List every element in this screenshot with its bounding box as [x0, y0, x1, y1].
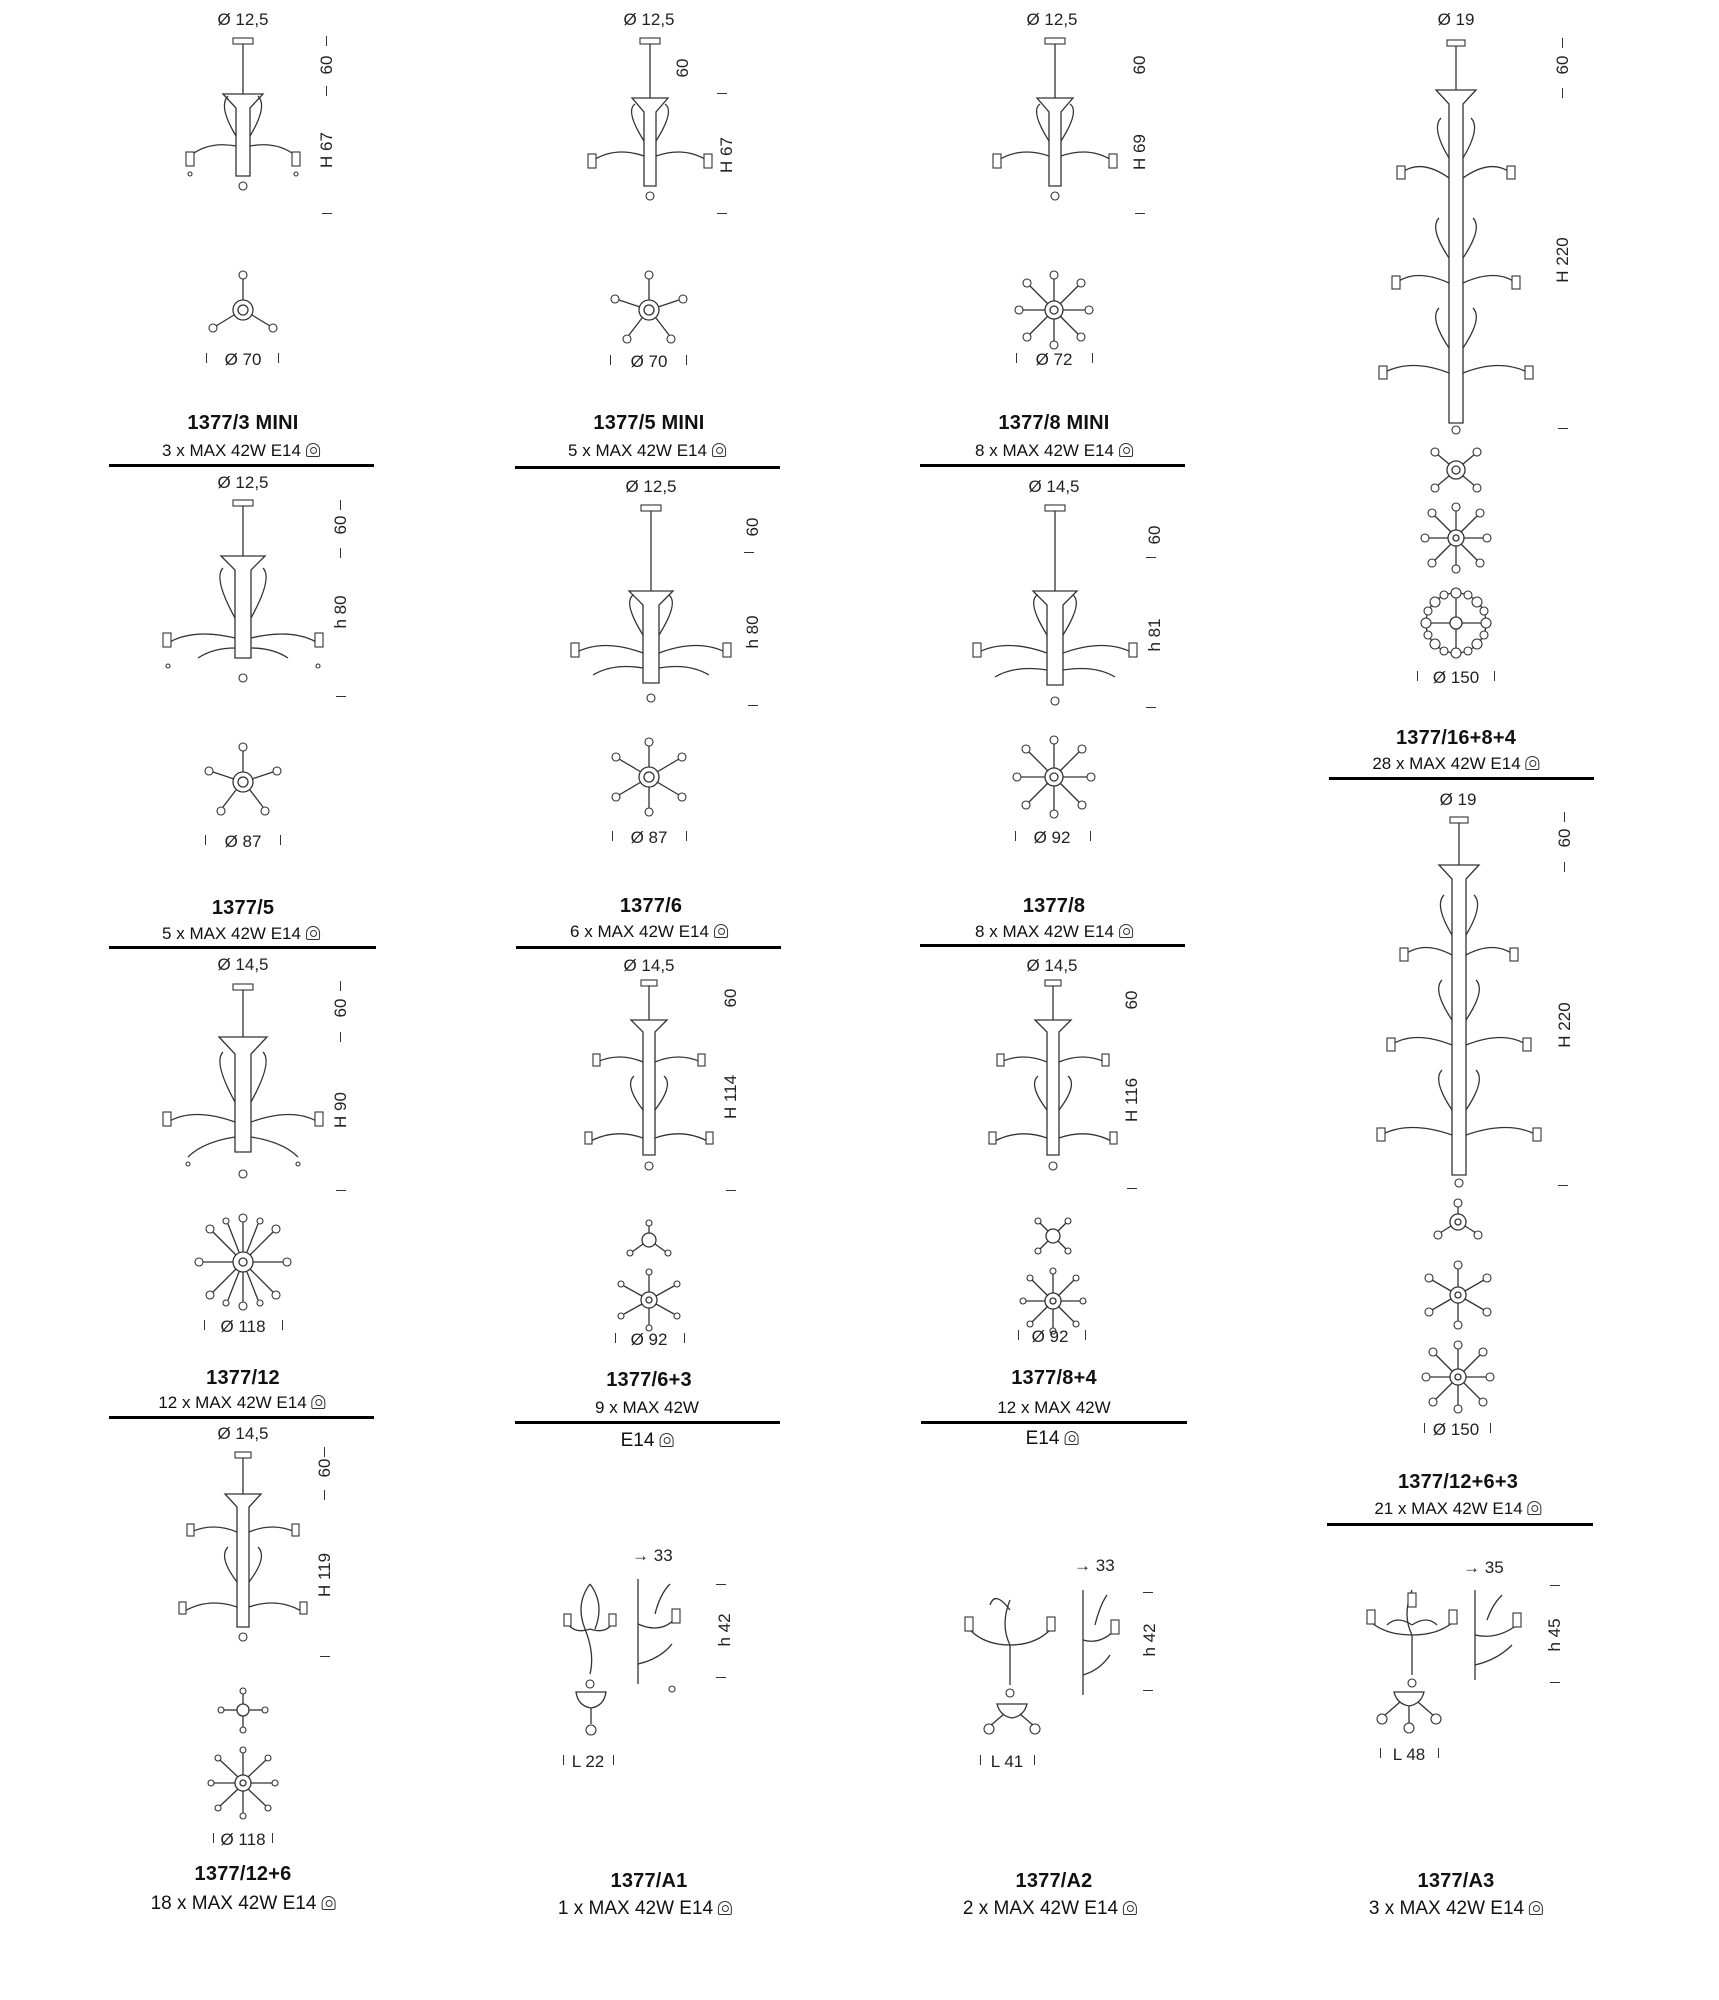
height-label: h 42 — [715, 1613, 734, 1647]
bulb-icon — [1528, 1501, 1542, 1515]
length-label: L 41 — [990, 1752, 1024, 1771]
rod-length: 60 — [315, 1458, 334, 1478]
height-label: H 116 — [1122, 1077, 1141, 1123]
top-diameter: Ø 14,5 — [217, 1424, 269, 1443]
rod-length: 60 — [673, 58, 692, 78]
bulb-icon — [321, 1896, 335, 1910]
top-diameter: Ø 12,5 — [217, 473, 269, 492]
chandelier-plan-drawing — [208, 1688, 278, 1838]
product-spec: 2 x MAX 42W E14 — [963, 1898, 1137, 1920]
plan-diameter: Ø 92 — [630, 1330, 668, 1349]
product-code: 1377/8 — [1022, 895, 1086, 917]
divider — [921, 1421, 1187, 1424]
plan-diameter: Ø 150 — [1432, 1420, 1480, 1439]
arrow-right-icon: → — [1074, 1556, 1096, 1575]
height-label: H 114 — [721, 1074, 740, 1120]
projection-dimension: → 35 — [1463, 1558, 1504, 1577]
product-spec: 3 x MAX 42W E14 — [1369, 1898, 1543, 1920]
chandelier-plan-drawing — [203, 742, 283, 822]
product-spec: 18 x MAX 42W E14 — [151, 1893, 336, 1915]
rod-length: 60 — [317, 55, 336, 75]
plan-diameter: Ø 92 — [1033, 828, 1071, 847]
plan-diameter: Ø 70 — [630, 352, 668, 371]
chandelier-plan-drawing — [1012, 735, 1096, 819]
chandelier-plan-drawing — [193, 1212, 293, 1312]
chandelier-elevation-drawing — [1369, 815, 1549, 1195]
top-diameter: Ø 14,5 — [1028, 477, 1080, 496]
chandelier-elevation-drawing — [153, 982, 333, 1192]
bulb-icon — [1526, 756, 1540, 770]
height-label: H 220 — [1553, 237, 1572, 283]
chandelier-elevation-drawing — [985, 36, 1125, 216]
product-spec-socket: E14 — [1026, 1428, 1079, 1450]
chandelier-plan-drawing — [609, 737, 689, 817]
wall-lamp-plan-drawing — [982, 1700, 1042, 1750]
arrow-right-icon: → — [1463, 1558, 1485, 1577]
plan-diameter: Ø 70 — [224, 350, 262, 369]
bulb-icon — [1123, 1901, 1137, 1915]
arrow-right-icon: → — [632, 1546, 654, 1565]
rod-length: 60 — [331, 515, 350, 535]
bulb-icon — [1064, 1431, 1078, 1445]
plan-diameter: Ø 150 — [1432, 668, 1480, 687]
chandelier-plan-drawing — [1418, 1200, 1498, 1430]
top-diameter: Ø 14,5 — [623, 956, 675, 975]
product-code: 1377/5 — [211, 897, 275, 919]
bulb-icon — [718, 1901, 732, 1915]
height-label: h 42 — [1140, 1623, 1159, 1657]
chandelier-elevation-drawing — [178, 36, 308, 216]
length-label: L 22 — [571, 1752, 605, 1771]
projection-dimension: → 33 — [1074, 1556, 1115, 1575]
height-label: h 45 — [1545, 1618, 1564, 1652]
product-spec: 21 x MAX 42W E14 — [1374, 1499, 1541, 1519]
height-label: h 81 — [1145, 618, 1164, 652]
chandelier-elevation-drawing — [965, 503, 1145, 713]
plan-diameter: Ø 118 — [220, 1317, 266, 1336]
rod-length: 60 — [743, 517, 762, 537]
product-code: 1377/A1 — [610, 1870, 688, 1892]
bulb-icon — [1119, 443, 1133, 457]
rod-length: 60 — [1555, 828, 1574, 848]
product-code: 1377/16+8+4 — [1395, 727, 1517, 749]
product-code: 1377/12+6+3 — [1397, 1471, 1519, 1493]
product-spec: 1 x MAX 42W E14 — [558, 1898, 732, 1920]
product-spec: 28 x MAX 42W E14 — [1372, 754, 1539, 774]
chandelier-elevation-drawing — [563, 503, 743, 713]
chandelier-elevation-drawing — [153, 498, 333, 698]
product-spec: 12 x MAX 42W E14 — [158, 1393, 325, 1413]
height-label: H 67 — [317, 132, 336, 168]
chandelier-plan-drawing — [609, 270, 689, 350]
divider — [109, 464, 374, 467]
top-diameter: Ø 19 — [1437, 10, 1475, 29]
top-diameter: Ø 19 — [1439, 790, 1477, 809]
bulb-icon — [306, 926, 320, 940]
product-spec-socket: E14 — [621, 1430, 674, 1452]
product-spec: 5 x MAX 42W E14 — [162, 924, 320, 944]
top-diameter: Ø 12,5 — [623, 10, 675, 29]
product-code: 1377/6 — [619, 895, 683, 917]
product-code: 1377/3 MINI — [187, 412, 299, 434]
height-label: H 90 — [331, 1092, 350, 1128]
wall-lamp-plan-drawing — [1374, 1688, 1444, 1748]
bulb-icon — [1529, 1901, 1543, 1915]
divider — [920, 944, 1185, 947]
product-code: 1377/5 MINI — [593, 412, 705, 434]
product-spec: 5 x MAX 42W E14 — [568, 441, 726, 461]
wall-lamp-front-and-side-drawing — [1357, 1585, 1537, 1695]
bulb-icon — [714, 924, 728, 938]
product-spec: 3 x MAX 42W E14 — [162, 441, 320, 461]
top-diameter: Ø 14,5 — [1026, 956, 1078, 975]
divider — [920, 464, 1185, 467]
plan-diameter: Ø 87 — [224, 832, 262, 851]
product-code: 1377/8 MINI — [998, 412, 1110, 434]
divider — [1327, 1523, 1593, 1526]
divider — [1329, 777, 1594, 780]
product-code: 1377/12 — [206, 1367, 280, 1389]
rod-length: 60 — [331, 998, 350, 1018]
plan-diameter: Ø 92 — [1031, 1327, 1069, 1346]
chandelier-elevation-drawing — [983, 980, 1123, 1180]
top-diameter: Ø 12,5 — [217, 10, 269, 29]
product-code: 1377/A3 — [1417, 1870, 1495, 1892]
chandelier-elevation-drawing — [1371, 38, 1541, 438]
rod-length: 60 — [721, 988, 740, 1008]
height-label: h 80 — [331, 595, 350, 629]
chandelier-plan-drawing — [1014, 270, 1094, 350]
length-label: L 48 — [1392, 1745, 1426, 1764]
plan-diameter: Ø 118 — [220, 1830, 266, 1849]
divider — [515, 466, 780, 469]
projection-dimension: → 33 — [632, 1546, 673, 1565]
top-diameter: Ø 12,5 — [1026, 10, 1078, 29]
rod-length: 60 — [1145, 525, 1164, 545]
wall-lamp-plan-drawing — [566, 1688, 616, 1748]
divider — [515, 1421, 780, 1424]
product-spec: 8 x MAX 42W E14 — [975, 441, 1133, 461]
chandelier-plan-drawing — [203, 270, 283, 350]
product-code: 1377/A2 — [1015, 1870, 1093, 1892]
wall-lamp-front-and-side-drawing — [955, 1585, 1125, 1705]
rod-length: 60 — [1122, 990, 1141, 1010]
product-code: 1377/6+3 — [606, 1369, 692, 1391]
height-label: H 67 — [717, 137, 736, 173]
height-label: H 119 — [315, 1552, 334, 1598]
chandelier-plan-drawing — [1421, 448, 1491, 688]
plan-diameter: Ø 87 — [630, 828, 668, 847]
product-spec: 12 x MAX 42W — [997, 1398, 1111, 1417]
bulb-icon — [306, 443, 320, 457]
bulb-icon — [1119, 924, 1133, 938]
bulb-icon — [712, 443, 726, 457]
height-label: H 220 — [1555, 1002, 1574, 1048]
bulb-icon — [312, 1395, 326, 1409]
product-spec: 8 x MAX 42W E14 — [975, 922, 1133, 942]
height-label: h 80 — [743, 615, 762, 649]
height-label: H 69 — [1130, 134, 1149, 170]
product-code: 1377/8+4 — [1011, 1367, 1097, 1389]
product-spec: 9 x MAX 42W — [595, 1398, 699, 1417]
chandelier-elevation-drawing — [579, 980, 719, 1180]
chandelier-elevation-drawing — [173, 1452, 313, 1652]
divider — [109, 946, 376, 949]
divider — [109, 1416, 374, 1419]
rod-length: 60 — [1130, 55, 1149, 75]
chandelier-elevation-drawing — [580, 36, 720, 216]
product-code: 1377/12+6 — [194, 1863, 292, 1885]
top-diameter: Ø 12,5 — [625, 477, 677, 496]
divider — [516, 946, 781, 949]
product-spec: 6 x MAX 42W E14 — [570, 922, 728, 942]
rod-length: 60 — [1553, 55, 1572, 75]
top-diameter: Ø 14,5 — [217, 955, 269, 974]
plan-diameter: Ø 72 — [1035, 350, 1073, 369]
bulb-icon — [659, 1433, 673, 1447]
